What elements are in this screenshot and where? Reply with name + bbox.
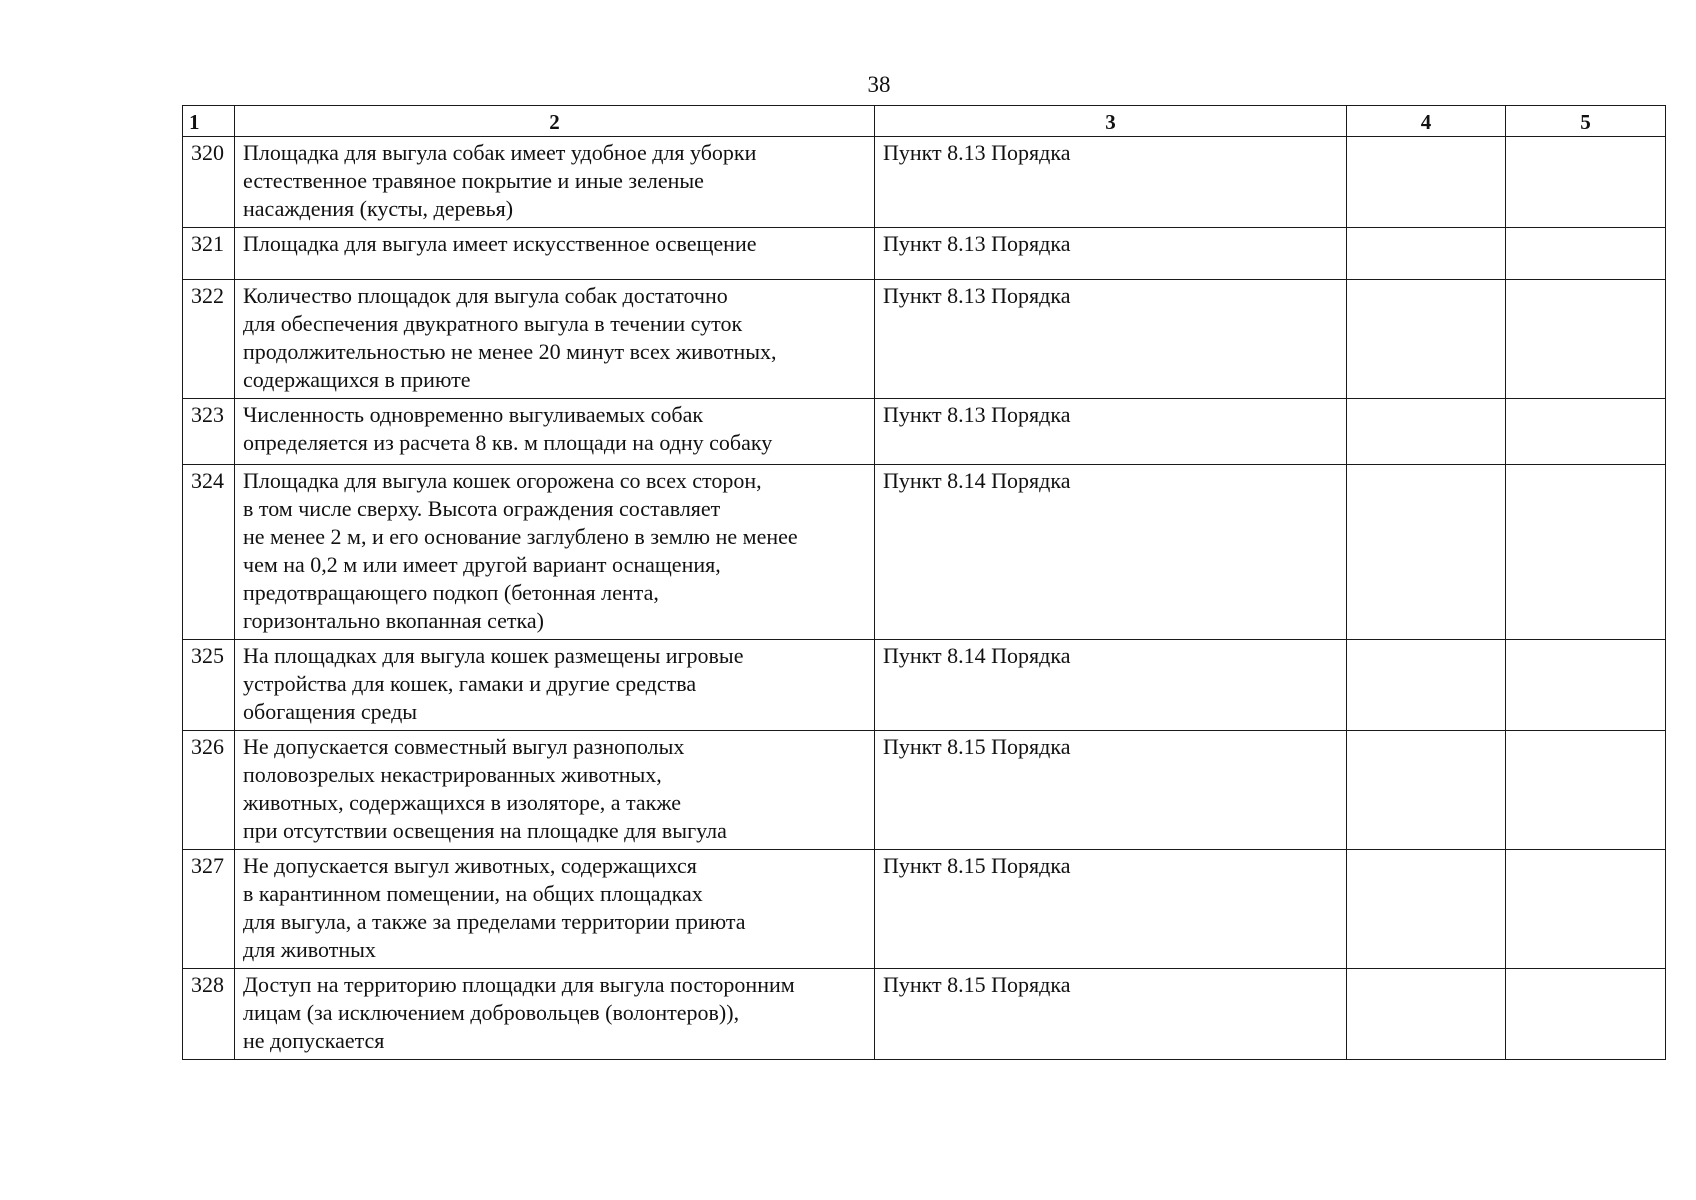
answer-cell-col4 (1347, 465, 1506, 640)
legal-reference-cell: Пункт 8.13 Порядка (875, 399, 1347, 465)
table-row (183, 280, 1666, 399)
legal-reference-cell: Пункт 8.14 Порядка (875, 640, 1347, 731)
answer-cell-col5 (1506, 640, 1666, 731)
answer-cell-col4 (1347, 399, 1506, 465)
table-row (183, 228, 1666, 280)
requirement-text-cell (235, 228, 875, 280)
table-row (183, 969, 1666, 1060)
requirement-text-line: в карантинном помещении, на общих площадках (243, 881, 703, 906)
requirements-table (182, 105, 1666, 1060)
requirement-text-line: Численность одновременно выгуливаемых собак (243, 402, 704, 427)
row-number-cell: 324 (183, 465, 235, 640)
column-header-2: 2 (235, 106, 875, 137)
row-number-cell: 323 (183, 399, 235, 465)
requirement-text-line: насаждения (кусты, деревья) (243, 196, 514, 221)
requirement-text-line: половозрелых некастрированных животных, (243, 762, 662, 787)
row-number-cell: 322 (183, 280, 235, 399)
requirement-text-cell (235, 969, 875, 1060)
requirement-text-line: содержащихся в приюте (243, 367, 471, 392)
requirement-text-cell (235, 731, 875, 850)
row-number-cell: 325 (183, 640, 235, 731)
answer-cell-col5 (1506, 465, 1666, 640)
requirement-text-line: На площадках для выгула кошек размещены игровые (243, 643, 744, 668)
requirement-text-cell (235, 640, 875, 731)
requirement-text-line: не менее 2 м, и его основание заглублено в землю не менее (243, 524, 798, 549)
requirement-text-line: животных, содержащихся в изоляторе, а также (243, 790, 682, 815)
legal-reference-cell: Пункт 8.15 Порядка (875, 850, 1347, 969)
table-row (183, 731, 1666, 850)
row-number-cell: 326 (183, 731, 235, 850)
requirement-text-cell (235, 137, 875, 228)
table-row (183, 850, 1666, 969)
requirement-text-cell (235, 850, 875, 969)
answer-cell-col5 (1506, 850, 1666, 969)
requirement-text-line: естественное травяное покрытие и иные зеленые (243, 168, 704, 193)
requirement-text-line: обогащения среды (243, 699, 418, 724)
legal-reference-cell: Пункт 8.13 Порядка (875, 280, 1347, 399)
legal-reference-cell: Пункт 8.13 Порядка (875, 137, 1347, 228)
row-number-cell: 327 (183, 850, 235, 969)
table-row (183, 640, 1666, 731)
legal-reference-cell: Пункт 8.13 Порядка (875, 228, 1347, 280)
column-header-3: 3 (875, 106, 1347, 137)
requirement-text-line: чем на 0,2 м или имеет другой вариант оснащения, (243, 552, 721, 577)
requirement-text-line: при отсутствии освещения на площадке для выгула (243, 818, 727, 843)
answer-cell-col4 (1347, 137, 1506, 228)
requirement-text-line: определяется из расчета 8 кв. м площади на одну собаку (243, 430, 773, 455)
requirement-text-line: Площадка для выгула собак имеет удобное для уборки (243, 140, 757, 165)
answer-cell-col5 (1506, 969, 1666, 1060)
row-number-cell: 321 (183, 228, 235, 280)
legal-reference-cell: Пункт 8.15 Порядка (875, 731, 1347, 850)
requirement-text-line: Площадка для выгула имеет искусственное освещение (243, 231, 757, 256)
answer-cell-col4 (1347, 850, 1506, 969)
answer-cell-col5 (1506, 228, 1666, 280)
row-number-cell: 328 (183, 969, 235, 1060)
table-row (183, 465, 1666, 640)
requirement-text-line: горизонтально вкопанная сетка) (243, 608, 544, 633)
requirement-text-cell (235, 280, 875, 399)
column-header-5: 5 (1506, 106, 1666, 137)
requirement-text-line: устройства для кошек, гамаки и другие средства (243, 671, 697, 696)
table-body (183, 137, 1666, 1060)
answer-cell-col5 (1506, 731, 1666, 850)
requirement-text-line: Доступ на территорию площадки для выгула посторонним (243, 972, 795, 997)
answer-cell-col4 (1347, 731, 1506, 850)
requirement-text-line: в том числе сверху. Высота ограждения составляет (243, 496, 721, 521)
requirement-text-line: Не допускается выгул животных, содержащихся (243, 853, 697, 878)
column-header-4: 4 (1347, 106, 1506, 137)
answer-cell-col5 (1506, 399, 1666, 465)
requirement-text-cell (235, 399, 875, 465)
requirement-text-line: для животных (243, 937, 376, 962)
table-header-row (183, 106, 1666, 137)
answer-cell-col4 (1347, 640, 1506, 731)
row-number-cell: 320 (183, 137, 235, 228)
table-row (183, 137, 1666, 228)
requirement-text-line: Не допускается совместный выгул разнополых (243, 734, 685, 759)
answer-cell-col4 (1347, 228, 1506, 280)
requirement-text-line: для обеспечения двукратного выгула в течении суток (243, 311, 743, 336)
requirement-text-line: не допускается (243, 1028, 385, 1053)
answer-cell-col5 (1506, 137, 1666, 228)
page-number: 38 (867, 72, 891, 97)
requirement-text-line: лицам (за исключением добровольцев (волонтеров)), (243, 1000, 740, 1025)
requirement-text-line: Количество площадок для выгула собак достаточно (243, 283, 728, 308)
legal-reference-cell: Пункт 8.14 Порядка (875, 465, 1347, 640)
answer-cell-col4 (1347, 280, 1506, 399)
answer-cell-col4 (1347, 969, 1506, 1060)
requirement-text-line: предотвращающего подкоп (бетонная лента, (243, 580, 659, 605)
requirement-text-line: продолжительностью не менее 20 минут всех животных, (243, 339, 777, 364)
requirement-text-line: для выгула, а также за пределами территории приюта (243, 909, 746, 934)
answer-cell-col5 (1506, 280, 1666, 399)
table-row (183, 399, 1666, 465)
requirement-text-cell (235, 465, 875, 640)
column-header-1: 1 (183, 106, 235, 137)
requirement-text-line: Площадка для выгула кошек огорожена со всех сторон, (243, 468, 762, 493)
legal-reference-cell: Пункт 8.15 Порядка (875, 969, 1347, 1060)
